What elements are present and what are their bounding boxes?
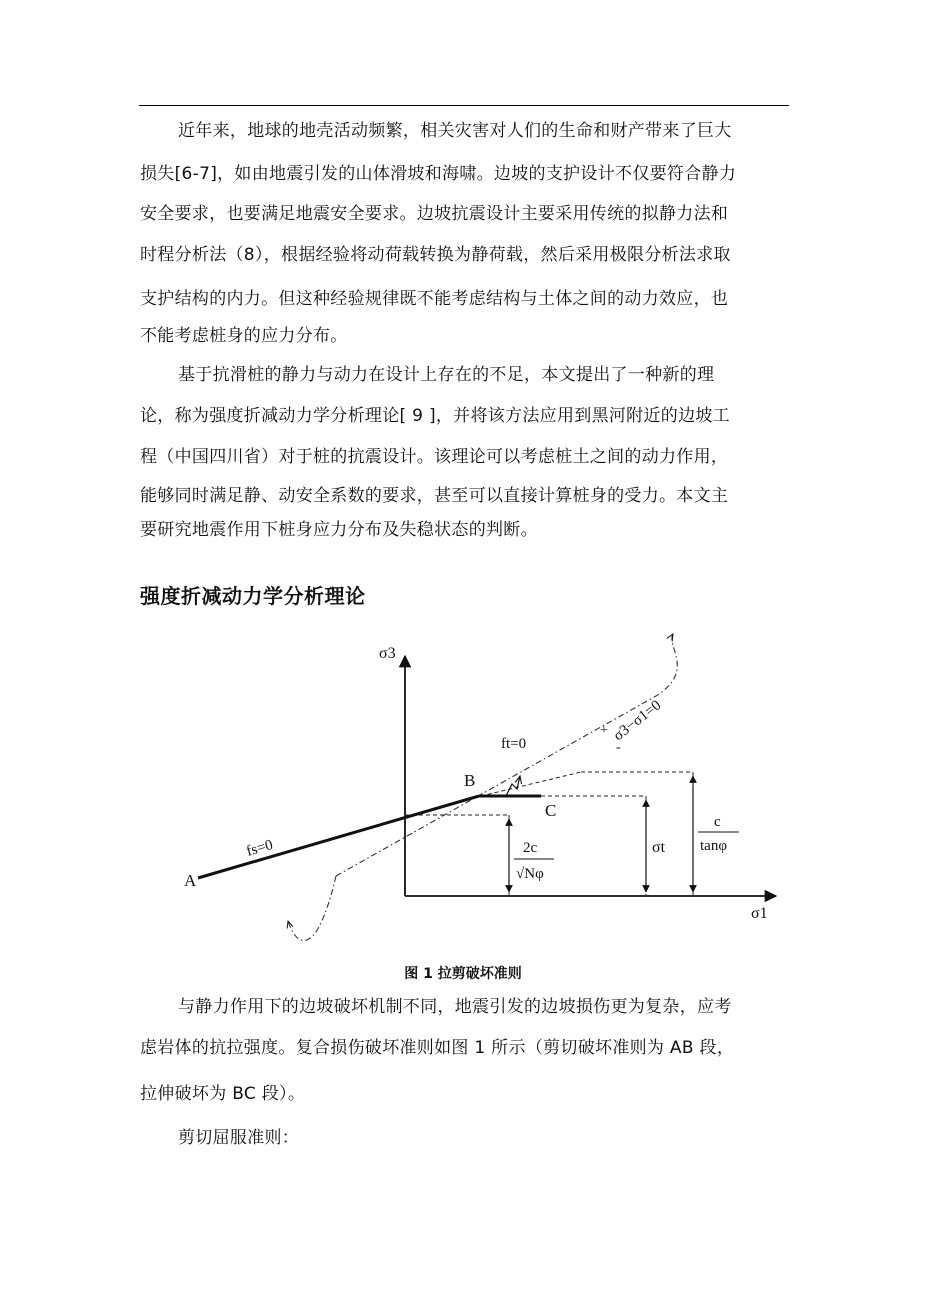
para2-line-1: 基于抗滑桩的静力与动力在设计上存在的不足，本文提出了一种新的理 xyxy=(178,365,715,385)
para1-line-6: 不能考虑桩身的应力分布。 xyxy=(140,326,348,346)
para2-line-3: 程（中国四川省）对于桩的抗震设计。该理论可以考虑桩土之间的动力作用， xyxy=(140,447,729,467)
minus-sign: - xyxy=(616,740,621,755)
para1-line-5: 支护结构的内力。但这种经验规律既不能考虑结构与土体之间的动力效应，也 xyxy=(140,289,729,309)
diagonal-line-main xyxy=(336,634,677,876)
para2-line-5: 要研究地震作用下桩身应力分布及失稳状态的判断。 xyxy=(140,520,538,540)
para2-line-2: 论，称为强度折减动力学分析理论[ 9 ]，并将该方法应用到黑河附近的边坡工 xyxy=(140,406,730,426)
ft-label: ft=0 xyxy=(501,736,527,752)
tan-phi-label: tanφ xyxy=(700,838,727,854)
point-b-label: B xyxy=(464,771,476,790)
diagonal-label: σ3−σ1=0 xyxy=(610,697,665,745)
para3-line-1: 与静力作用下的边坡破坏机制不同，地震引发的边坡损伤更为复杂，应考 xyxy=(178,997,732,1017)
para2-line-4: 能够同时满足静、动安全系数的要求，甚至可以直接计算桩身的受力。本文主 xyxy=(140,486,729,506)
sigma1-label: σ1 xyxy=(751,905,768,922)
plus-sign: + xyxy=(600,723,608,738)
section-heading: 强度折减动力学分析理论 xyxy=(140,584,366,608)
two-c-label: 2c xyxy=(523,840,538,856)
diagonal-line xyxy=(288,876,336,941)
sigma-t-label: σt xyxy=(652,839,666,856)
para1-line-1: 近年来，地球的地壳活动频繁，相关灾害对人们的生命和财产带来了巨大 xyxy=(178,121,732,141)
sigma3-label: σ3 xyxy=(379,645,396,662)
para1-line-4: 时程分析法（8），根据经验将动荷载转换为静荷载，然后采用极限分析法求取 xyxy=(140,245,731,265)
n-phi-label: √Nφ xyxy=(516,866,544,882)
point-a-label: A xyxy=(184,871,197,890)
para1-line-3: 安全要求，也要满足地震安全要求。边坡抗震设计主要采用传统的拟静力法和 xyxy=(140,204,729,224)
header-rule xyxy=(139,105,789,106)
para3-line-2: 虑岩体的抗拉强度。复合损伤破坏准则如图 1 所示（剪切破坏准则为 AB 段， xyxy=(140,1038,735,1058)
shear-envelope-ab xyxy=(198,796,479,878)
para1-line-2: 损失[6-7]，如由地震引发的山体滑坡和海啸。边坡的支护设计不仅要符合静力 xyxy=(140,164,737,184)
para4-line-1: 剪切屈服准则： xyxy=(178,1128,300,1148)
fs-label: fs=0 xyxy=(244,837,275,860)
figure-caption: 图 1 拉剪破坏准则 xyxy=(404,966,522,982)
failure-criterion-figure xyxy=(176,626,788,956)
para3-line-3: 拉伸破坏为 BC 段）。 xyxy=(140,1084,306,1104)
c-label: c xyxy=(714,814,721,830)
point-c-label: C xyxy=(545,801,557,820)
